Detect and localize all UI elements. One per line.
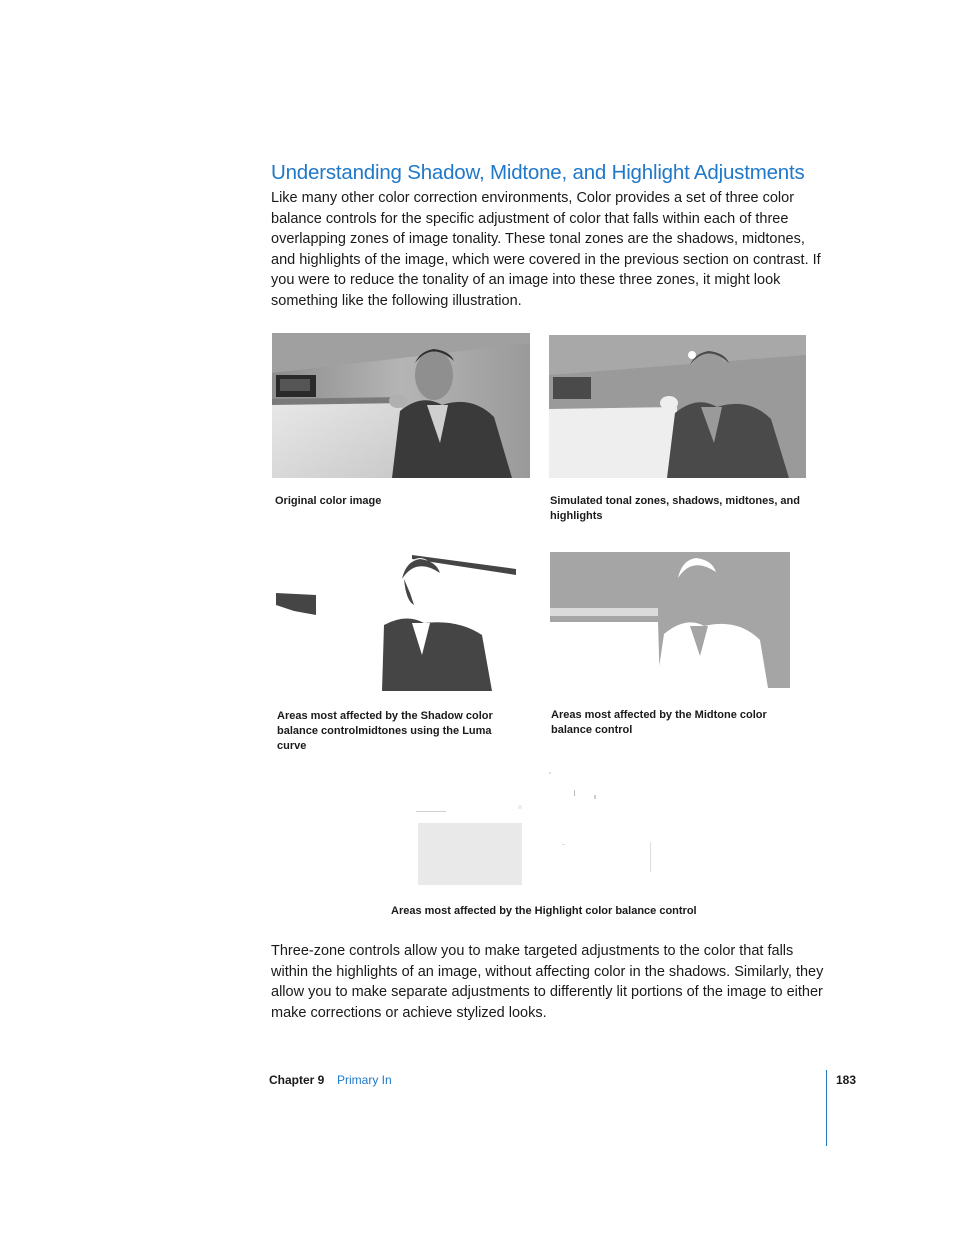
page-number: 183: [836, 1073, 857, 1087]
shadow-caption: Areas most affected by the Shadow color balance controlmidtones using the Luma curve: [277, 710, 493, 752]
highlight-caption: Areas most affected by the Highlight color balance control: [391, 905, 697, 917]
outro-paragraph: Three-zone controls allow you to make targeted adjustments to the color that falls within the highlights of an image, without affecting color in the shadows. Similarly, they allow you to make separate adjustments to differently lit portions of the image to either make corrections or achieve stylized looks.: [271, 943, 824, 1021]
tonal-zones-caption: Simulated tonal zones, shadows, midtones, and highlights: [550, 495, 800, 522]
footer-section-link[interactable]: Primary In: [337, 1073, 392, 1087]
section-heading: Understanding Shadow, Midtone, and Highlight Adjustments: [271, 161, 805, 184]
footer-divider: [826, 1070, 827, 1146]
shadow-areas-image: [272, 553, 520, 693]
original-image: [272, 333, 530, 478]
tonal-zones-image: [549, 335, 806, 478]
original-caption: Original color image: [275, 495, 382, 507]
intro-paragraph: Like many other color correction environments, Color provides a set of three color balance controls for the specific adjustment of color that falls within each of three overlapping zones of image tonality. These tonal zones are the shadows, midtones, and highlights of the image, which were covered in the previous section on contrast. If you were to reduce the tonality of an image into these three zones, it might look something like the following illustration.: [271, 190, 821, 309]
midtone-caption: Areas most affected by the Midtone color balance control: [551, 709, 767, 736]
midtone-areas-image: [550, 552, 790, 688]
footer-chapter: Chapter 9: [269, 1073, 325, 1087]
highlight-areas-image: [416, 770, 656, 886]
